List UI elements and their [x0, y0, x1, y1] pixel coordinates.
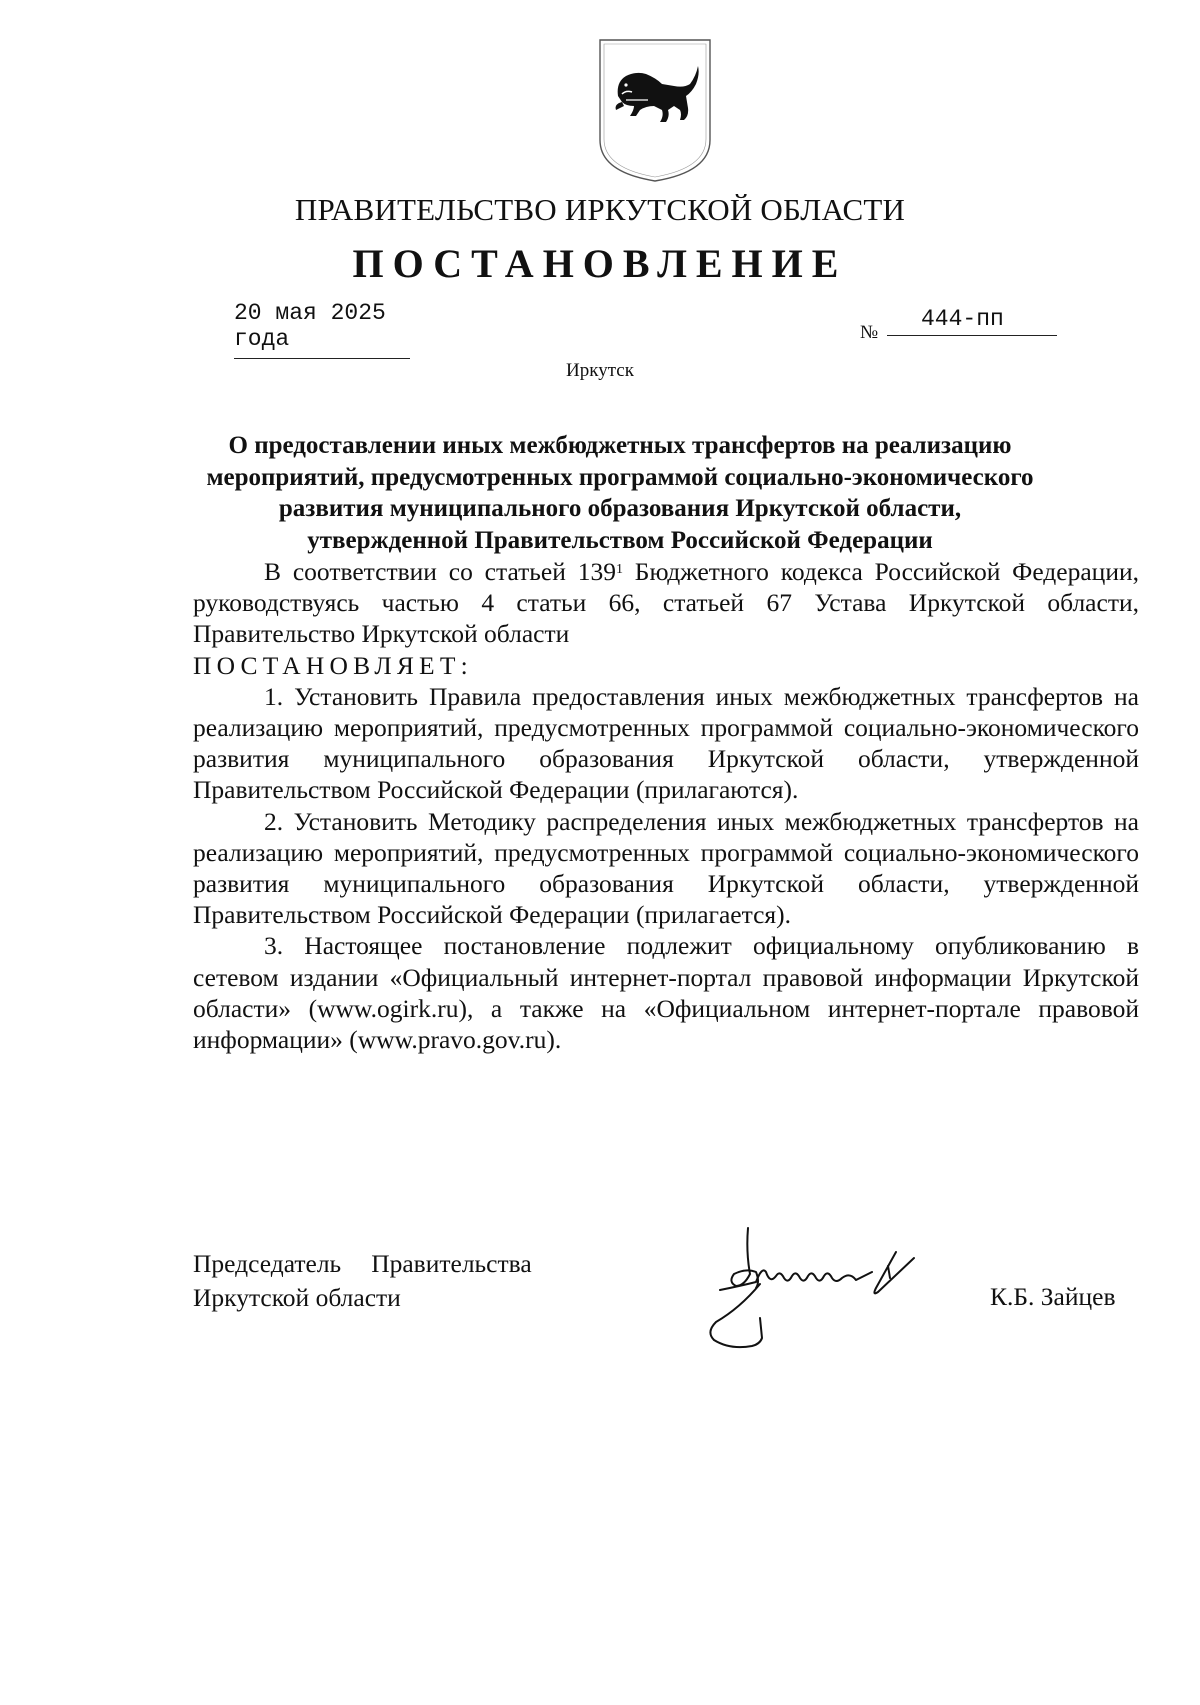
handwritten-signature — [700, 1222, 975, 1357]
title-line: утвержденной Правительством Российской Федерации — [307, 526, 933, 554]
title-line: мероприятий, предусмотренных программой социально-экономического — [206, 463, 1034, 491]
title-line: развития муниципального образования Иркутской области, — [278, 495, 962, 522]
clause-2: 2. Установить Методику распределения иных межбюджетных трансфертов на реализацию мероприятий, предусмотренных программой социально-экономического развития муниципального образования Иркутской области, утвержденной Правительством Российской Федерации (прилагается). — [193, 806, 1139, 930]
article-superscript: 1 — [615, 562, 623, 577]
number-sign: № — [860, 322, 879, 343]
organization-name: ПРАВИТЕЛЬСТВО ИРКУТСКОЙ ОБЛАСТИ — [294, 192, 906, 227]
preamble — [193, 556, 1139, 650]
document-body — [193, 556, 1139, 1055]
irkutsk-coat-of-arms-icon — [596, 36, 714, 184]
signer-name: К.Б. Зайцев — [990, 1282, 1116, 1311]
signer-position — [193, 1247, 532, 1315]
title-line: О предоставлении иных межбюджетных трансфертов на реализацию — [228, 432, 1012, 459]
clause-1: 1. Установить Правила предоставления иных межбюджетных трансфертов на реализацию мероприятий, предусмотренных программой социально-экономического развития муниципального образования Иркутской области, утвержденной Правительством Российской Федерации (прилагаются). — [193, 681, 1139, 805]
clause-3: 3. Настоящее постановление подлежит официальному опубликованию в сетевом издании «Официальный интернет-портал правовой информации Иркутской области» (www.ogirk.ru), а также на «Официальном интернет-портале правовой информации» (www.pravo.gov.ru). — [193, 931, 1139, 1055]
resolves-heading: ПОСТАНОВЛЯЕТ: — [193, 650, 473, 680]
preamble-text-continued: Бюджетного кодекса Российской Федерации, руководствуясь частью 4 статьи 66, статьей 67 Устава Иркутской области, Правительство Иркутской области — [193, 557, 1139, 649]
signer-region: Иркутской области — [193, 1283, 401, 1312]
document-title — [190, 430, 1050, 556]
document-date: 20 мая 2025 года — [234, 300, 410, 359]
document-type: ПОСТАНОВЛЕНИЕ — [352, 241, 848, 286]
document-city: Иркутск — [566, 360, 634, 381]
signer-position-word: Правительства — [371, 1249, 532, 1278]
signer-position-word: Председатель — [193, 1249, 342, 1278]
preamble-text: В соответствии со статьей 139 — [264, 557, 616, 586]
document-number: 444-пп — [887, 306, 1057, 336]
